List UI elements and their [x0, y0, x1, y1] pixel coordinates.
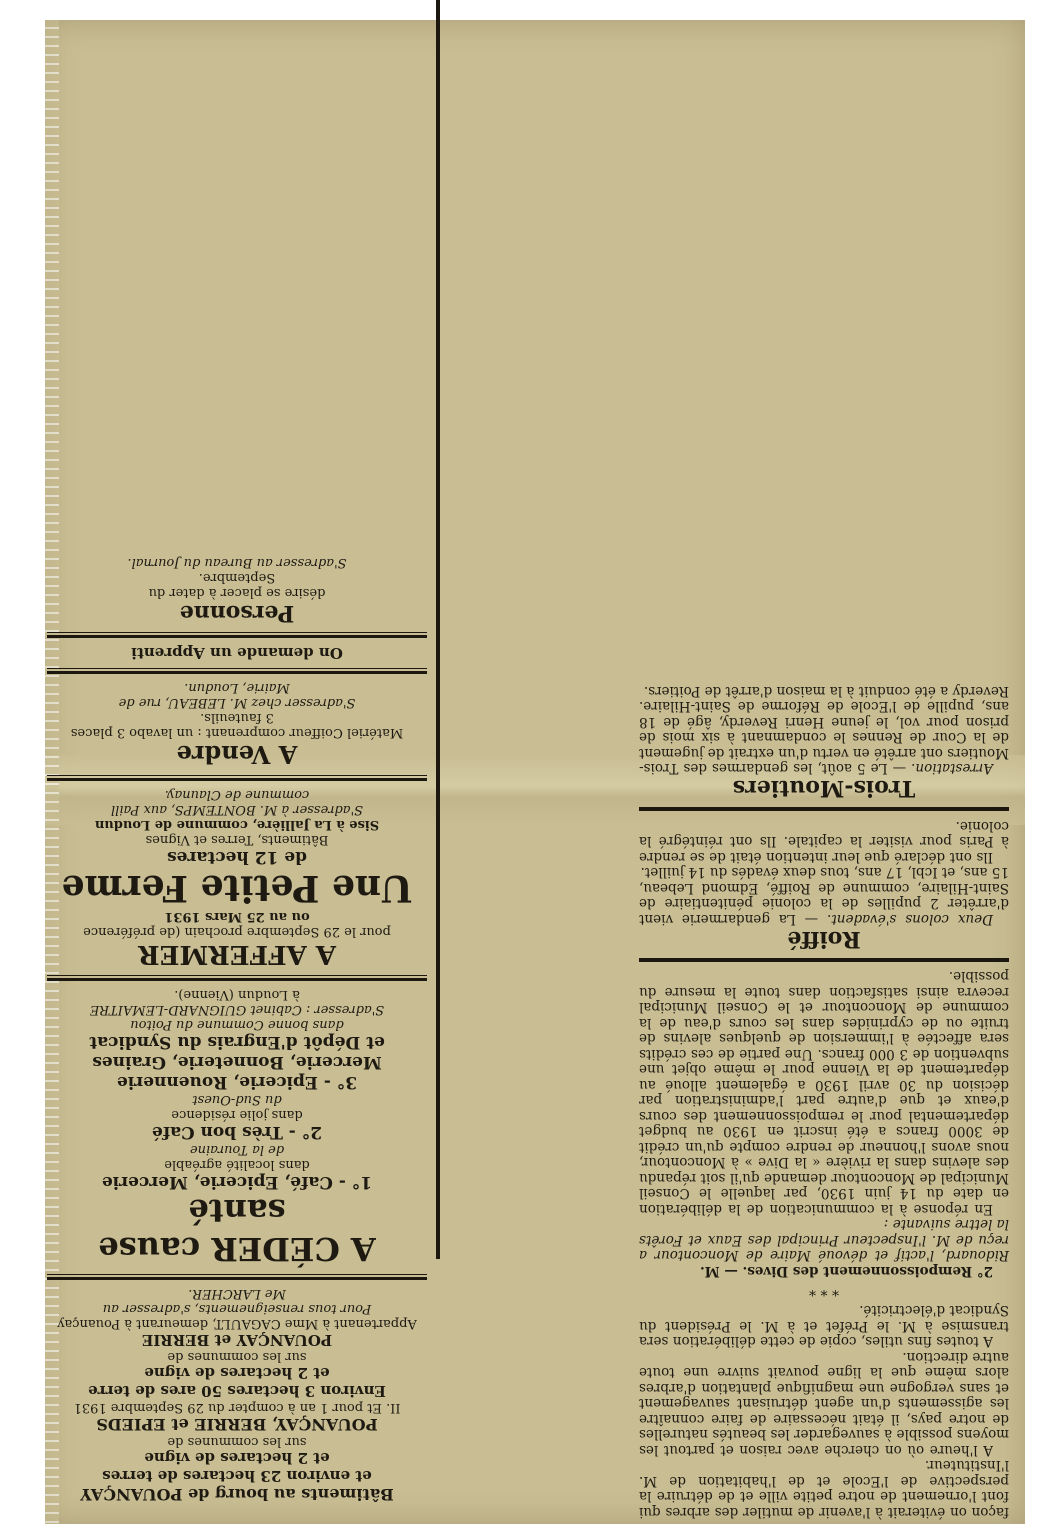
rempoissonnement-title: 2° Rempoissonnement des Dives. — M. — [700, 1263, 993, 1279]
ad-materiel: Matériel Coiffeur comprenant : un lavabo 3 places — [70, 725, 404, 740]
ad-depot: et Dépôt d'Engrais du Syndicat — [89, 1032, 385, 1052]
ad-environ-3: Environ 3 hectares 50 ares de terre — [88, 1382, 386, 1400]
roiffe-heading: Roiffé — [787, 926, 861, 952]
ad-bontemps: S'adresser à M. BONTEMPS, aux Paill — [110, 802, 364, 817]
ad-rule — [47, 668, 427, 674]
roiffe-body: — La gendarmerie vient d'arrêter 2 pupilles de la colonie pénitentiaire de Saint-Hilaire, commune de Roiffé, Edmond Lebeau, 15 ans, et Icbl, 17 ans, tous deux évadés du 14 juillet. — [639, 864, 1009, 927]
ad-larcher: Me LARCHER. — [188, 1286, 286, 1301]
ad-desire: désire se placer à dater du — [148, 585, 326, 600]
ad-cafe-1: 1° - Café, Epicerie, Mercerie — [101, 1172, 373, 1192]
ad-localite: dans localité agréable — [164, 1157, 310, 1172]
ad-pour-29: pour le 29 Septembre prochain (de préférence — [83, 924, 391, 939]
ad-lebeau: S'adresser chez M. LEBEAU, rue de — [118, 695, 356, 710]
ad-appartenant: Appartenant à Mme CAGAULT, demeurant à Pouançay — [57, 1316, 417, 1331]
rempoissonnement-intro: Ridouard, l'actif et dévoué Maire de Moncontour a reçu de M. l'Inspecteur Principal des Eaux et Forêts la lettre suivante : — [639, 1216, 1009, 1264]
ad-mercerie-3: Mercerie, Bonneterie, Graines — [92, 1052, 382, 1072]
ad-personne: Personne — [179, 600, 295, 626]
para-heure: A l'heure où on cherche avec raison et partout les moyens possible à sauvegarder les beautés naturelles de notre pays, il était nécessaire de faire connaître les agissements d'un agent détruisant sauvagement et sans vergogne une magnifique plantation d'arbres alors même que la ligne pouvait suivre une toute autre direction. — [639, 1349, 1009, 1458]
ad-renseignements: Pour tous renseignements, s'adresser au — [102, 1301, 372, 1316]
ad-bureau: S'adresser au Bureau du Journal. — [127, 555, 347, 570]
ad-epicerie-3: 3° - Epicerie, Rouennerie — [116, 1072, 358, 1092]
ad-ou-25: ou au 25 Mars 1931 — [164, 909, 310, 924]
ad-hectares-vigne: et 2 hectares de vigne — [144, 1449, 330, 1467]
ad-fauteuils: 3 fauteuils. — [200, 710, 274, 725]
roiffe-lead: Deux colons s'évadent. — [827, 911, 993, 927]
trois-moutiers-body: — Le 5 août, les gendarmes des Trois-Moutiers ont arrêté en vertu d'un extrait de jugement de la Cour de Rennes le condamnant à six mois de prison pour vol, le jeune Henri Reverdy, âgé de 18 ans, pupille de l'Ecole de Réforme de Saint-Hilaire. Reverdy a été conduit à la maison d'arrêt de Poitiers. — [639, 683, 1009, 777]
roiffe-body-2: Ils ont déclaré que leur intention était de se rendre à Paris pour visiter la capitale. Ils ont réintégré la colonie. — [639, 818, 1009, 865]
rempoissonnement-body: En réponse à la communication de la délibération en date du 14 juin 1930, par laquelle le Conseil Municipal de Moncontour demande qu'il soit répandu des alevins dans la rivière « la Dive » à Moncontour, nous avons l'honneur de rendre compte qu'un crédit de 3000 francs a été inscrit en 1930 au budget départemental pour le rempoissonnement des cours d'eaux et que d'autre part l'administration par décision du 30 avril 1930 a également alloué au département de la Vienne pour le même objet une subvention de 3 000 francs. Une partie de ces crédits sera affectée à l'immersion de quelques alevins de truite ou de cyprinides dans les cours d'eau de la commune de Moncontour et le Conseil Municipal recevra ainsi satisfaction dans toute la mesure du possible. — [639, 968, 1009, 1217]
ad-a-affermer: A AFFERMER — [138, 939, 336, 969]
ad-ii-et-pour: II. Et pour 1 an à compter du 29 Septembre 1931 — [73, 1400, 401, 1415]
ad-a-ceder: A CÉDER cause santé — [98, 1192, 376, 1268]
ad-batiments: Bâtiments au bourg de POUANÇAY — [80, 1485, 394, 1504]
ad-communes: sur les communes de — [167, 1434, 307, 1449]
ad-environ-23: et environ 23 hectares de terres — [102, 1467, 372, 1485]
para-toutes-fins: A toutes fins utiles, copie de cette délibération sera transmise à M. le Préfet et à M. le Président du Syndicat d'électricité. — [639, 1302, 1009, 1350]
ad-rule — [47, 632, 427, 638]
ad-12-hectares: de 12 hectares — [167, 847, 307, 867]
ad-rule — [47, 1274, 427, 1280]
ad-hectares-vigne-b: et 2 hectares de vigne — [144, 1364, 330, 1382]
ad-pouancay-2: POUANÇAY et BERRIE — [141, 1331, 333, 1349]
ad-poitou: dans bonne Commune du Poitou — [130, 1017, 344, 1032]
ad-pouancay-berrie: POUANÇAY, BERRIE et EPIEDS — [96, 1415, 378, 1434]
ad-touraine: de la Touraine — [189, 1142, 285, 1157]
ad-sud-ouest: du Sud-Ouest — [192, 1092, 282, 1107]
ad-communes-2: sur les communes de — [167, 1349, 307, 1364]
ad-sise: Sise à La Jallière, commune de Loudun — [94, 817, 380, 832]
ad-residence: dans jolie résidence — [171, 1107, 303, 1122]
news-column — [639, 683, 1009, 1520]
column-divider — [436, 0, 440, 1259]
ad-cabinet: S'adresser : Cabinet GUIGNARD-LEMAITRE — [89, 1002, 385, 1017]
section-stars: * * * — [809, 1282, 839, 1298]
para-ornement: façon on éviterait à l'avenir de mutiler des arbres qui font l'ornement de notre petite ville et de détruire la perspective de l'Ecole et de l'habitation de M. l'Instituteur. — [639, 1457, 1009, 1520]
ad-claunay: commune de Claunay. — [164, 787, 310, 802]
ad-rule — [47, 975, 427, 981]
classifieds-column — [47, 555, 427, 1504]
ad-cafe-2: 2° - Très bon Café — [151, 1122, 323, 1142]
trois-moutiers-lead: Arrestation. — [911, 760, 993, 777]
ad-petite-ferme: Une Petite Ferme — [61, 867, 413, 909]
ad-batiments-terres: Bâtiments, Terres et Vignes — [145, 832, 329, 847]
section-rule — [639, 808, 1009, 812]
ad-septembre: Septembre. — [198, 570, 276, 585]
ad-a-vendre: A Vendre — [176, 740, 298, 769]
section-rule — [639, 958, 1009, 962]
ad-rule — [47, 775, 427, 781]
ad-apprenti: On demande un Apprenti — [131, 644, 343, 662]
trois-moutiers-heading: Trois-Moutiers — [732, 775, 916, 802]
ad-mairie: Mairie, Loudun. — [184, 680, 290, 695]
ad-loudun: à Loudun (Vienne). — [174, 987, 300, 1002]
